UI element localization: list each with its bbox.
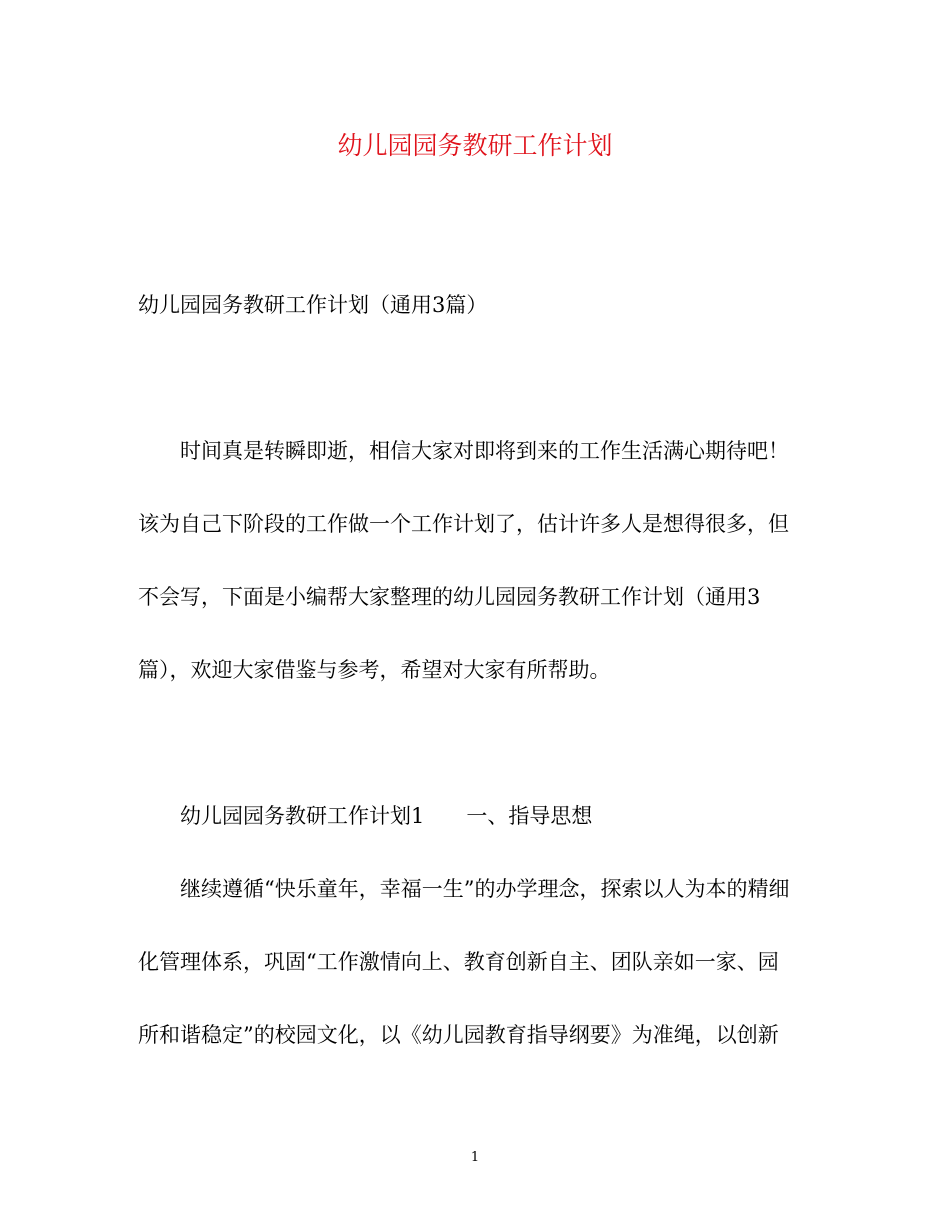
document-title: 幼儿园园务教研工作计划 (337, 131, 613, 160)
section-title: 幼儿园园务教研工作计划1 (180, 804, 425, 828)
document-subtitle: 幼儿园园务教研工作计划（通用3篇） (138, 293, 488, 317)
body-line-2: 化管理体系，巩固“工作激情向上、教育创新自主、团队亲如一家、园 (138, 950, 779, 974)
intro-line-2: 该为自己下阶段的工作做一个工作计划了，估计许多人是想得很多，但 (138, 512, 789, 536)
section-heading: 一、指导思想 (466, 804, 593, 828)
page-number: 1 (470, 1150, 480, 1165)
intro-line-3: 不会写，下面是小编帮大家整理的幼儿园园务教研工作计划（通用3 (138, 585, 761, 609)
intro-line-1: 时间真是转瞬即逝，相信大家对即将到来的工作生活满心期待吧！ (180, 439, 789, 463)
section-heading-line (180, 801, 592, 831)
body-line-3: 所和谐稳定”的校园文化，以《幼儿园教育指导纲要》为准绳，以创新 (138, 1023, 779, 1047)
body-line-1: 继续遵循“快乐童年，幸福一生”的办学理念，探索以人为本的精细 (180, 877, 790, 901)
intro-line-4: 篇），欢迎大家借鉴与参考，希望对大家有所帮助。 (138, 658, 611, 682)
